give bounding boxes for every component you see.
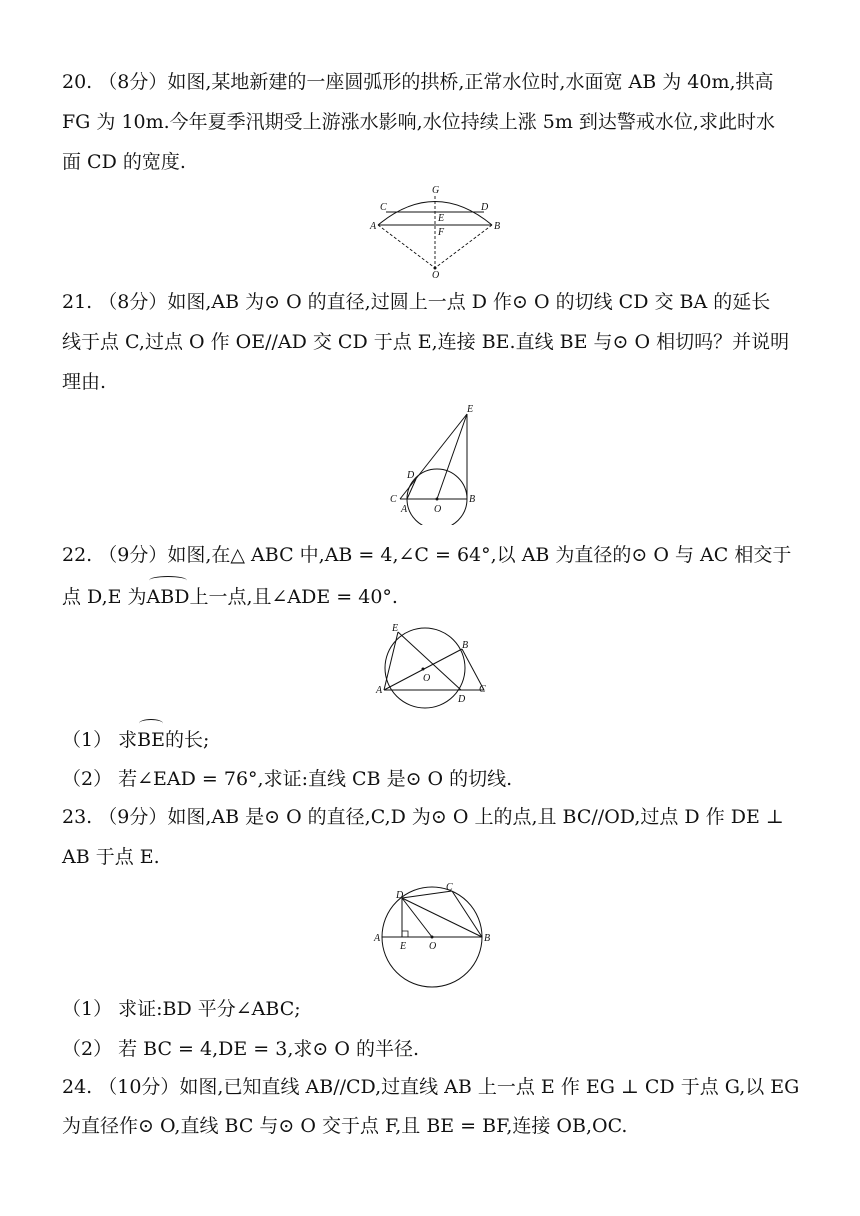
arc-abd: ABD [147,583,190,611]
q23-text-line-2: AB 于点 E. [62,846,160,868]
q22-line2-end: 上一点,且∠ADE = 40°. [189,586,398,608]
label-o: O [423,673,431,684]
label-a: A [374,933,381,944]
q21-text-line-1: 21. （8分）如图,AB 为⊙ O 的直径,过圆上一点 D 作⊙ O 的切线 CD 交 BA 的延长 [62,291,771,313]
label-d: D [396,890,404,901]
q21-text-line-3: 理由. [62,371,107,393]
label-o: O [432,270,440,281]
label-e: E [467,404,474,415]
label-c: C [380,202,387,213]
right-angle-mark [402,931,408,937]
q22-text-line-2 [62,583,398,611]
label-b: B [469,494,476,505]
label-a: A [376,685,383,696]
line-oe [437,414,467,499]
label-d: D [481,202,489,213]
q20-text-line-2: FG 为 10m.今年夏季汛期受上游涨水影响,水位持续上涨 5m 到达警戒水位,求此时水 [62,111,775,133]
q23-sub-1: （1） 求证:BD 平分∠ABC; [62,998,301,1020]
q22-circle-triangle-figure [372,620,497,710]
q20-text-line-3: 面 CD 的宽度. [62,151,186,173]
q24-text-line-2: 为直径作⊙ O,直线 BC 与⊙ O 交于点 F,且 BE = BF,连接 OB,OC. [62,1115,628,1137]
q23-circle-figure [370,878,500,988]
label-c: C [479,684,486,695]
label-e: E [392,623,399,634]
tangent-ce [400,414,467,499]
q24-text-line-1: 24. （10分）如图,已知直线 AB//CD,过直线 AB 上一点 E 作 EG ⊥ CD 于点 G,以 EG [62,1076,800,1098]
q21-tangent-figure [385,400,495,525]
q23-text-line-1: 23. （9分）如图,AB 是⊙ O 的直径,C,D 为⊙ O 上的点,且 BC//OD,过点 D 作 DE ⊥ [62,806,784,828]
label-a: A [370,221,377,232]
q22-sub-1 [62,726,209,754]
q23-sub-2: （2） 若 BC = 4,DE = 3,求⊙ O 的半径. [62,1038,419,1060]
q22-text-line-1: 22. （9分）如图,在△ ABC 中,AB = 4,∠C = 64°,以 AB 为直径的⊙ O 与 AC 相交于 [62,544,792,566]
q20-arch-bridge-figure [360,182,510,282]
q22-line2-start: 点 D,E 为 [62,586,147,608]
label-d: D [407,470,415,481]
q22-sub1-end: 的长; [164,729,210,751]
label-o: O [429,941,437,952]
radius-oa [378,225,435,268]
label-d: D [458,694,466,705]
label-b: B [462,640,469,651]
label-f: F [438,227,445,238]
q22-sub1-start: （1） 求 [62,729,138,751]
q20-text-line-1: 20. （8分）如图,某地新建的一座圆弧形的拱桥,正常水位时,水面宽 AB 为 40m,拱高 [62,71,774,93]
circle-o [407,469,467,525]
label-c: C [390,494,397,505]
label-o: O [434,504,442,515]
label-b: B [494,221,501,232]
label-a: A [401,504,408,515]
q21-text-line-2: 线于点 C,过点 O 作 OE//AD 交 CD 于点 E,连接 BE.直线 BE 与⊙ O 相切吗？并说明 [62,331,790,353]
q22-sub-2: （2） 若∠EAD = 76°,求证:直线 CB 是⊙ O 的切线. [62,768,513,790]
label-e: E [438,213,445,224]
arc-be: BE [137,726,165,754]
label-b: B [484,933,491,944]
label-e: E [400,941,407,952]
label-g: G [432,185,440,196]
label-c: C [446,882,453,893]
